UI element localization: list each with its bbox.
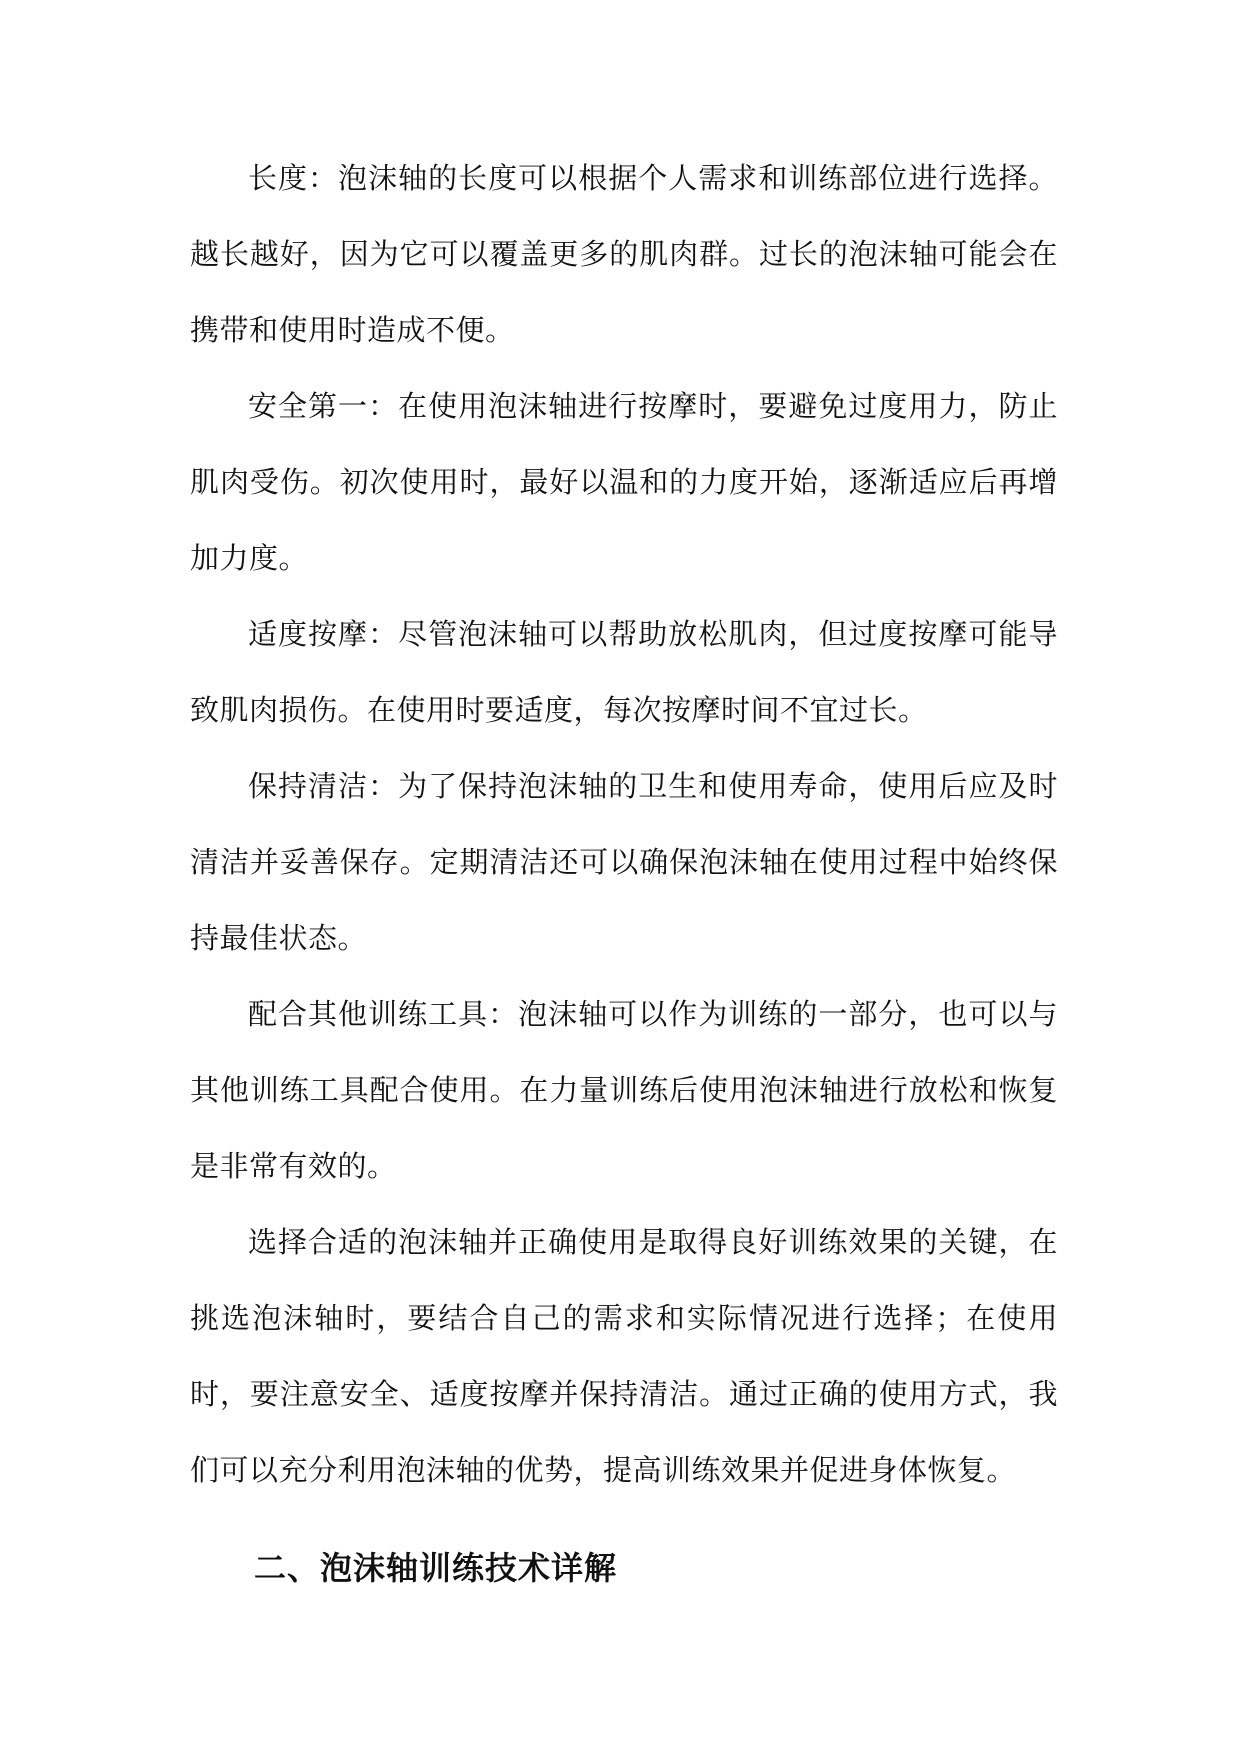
- paragraph-other-tools: 配合其他训练工具：泡沫轴可以作为训练的一部分，也可以与其他训练工具配合使用。在力量训练后使用泡沫轴进行放松和恢复是非常有效的。: [190, 997, 1058, 1183]
- body-text: [190, 140, 1058, 1508]
- paragraph-summary: 选择合适的泡沫轴并正确使用是取得良好训练效果的关键，在挑选泡沫轴时，要结合自己的需求和实际情况进行选择；在使用时，要注意安全、适度按摩并保持清洁。通过正确的使用方式，我们可以充分利用泡沫轴的优势，提高训练效果并促进身体恢复。: [190, 1225, 1058, 1487]
- paragraph-length: 长度：泡沫轴的长度可以根据个人需求和训练部位进行选择。越长越好，因为它可以覆盖更多的肌肉群。过长的泡沫轴可能会在携带和使用时造成不便。: [190, 161, 1058, 347]
- paragraph-keep-clean: 保持清洁：为了保持泡沫轴的卫生和使用寿命，使用后应及时清洁并妥善保存。定期清洁还可以确保泡沫轴在使用过程中始终保持最佳状态。: [190, 769, 1058, 955]
- section-heading: 二、泡沫轴训练技术详解: [254, 1549, 618, 1587]
- paragraph-safety: 安全第一：在使用泡沫轴进行按摩时，要避免过度用力，防止肌肉受伤。初次使用时，最好以温和的力度开始，逐渐适应后再增加力度。: [190, 389, 1058, 575]
- paragraph-moderate-massage: 适度按摩：尽管泡沫轴可以帮助放松肌肉，但过度按摩可能导致肌肉损伤。在使用时要适度，每次按摩时间不宜过长。: [190, 617, 1058, 727]
